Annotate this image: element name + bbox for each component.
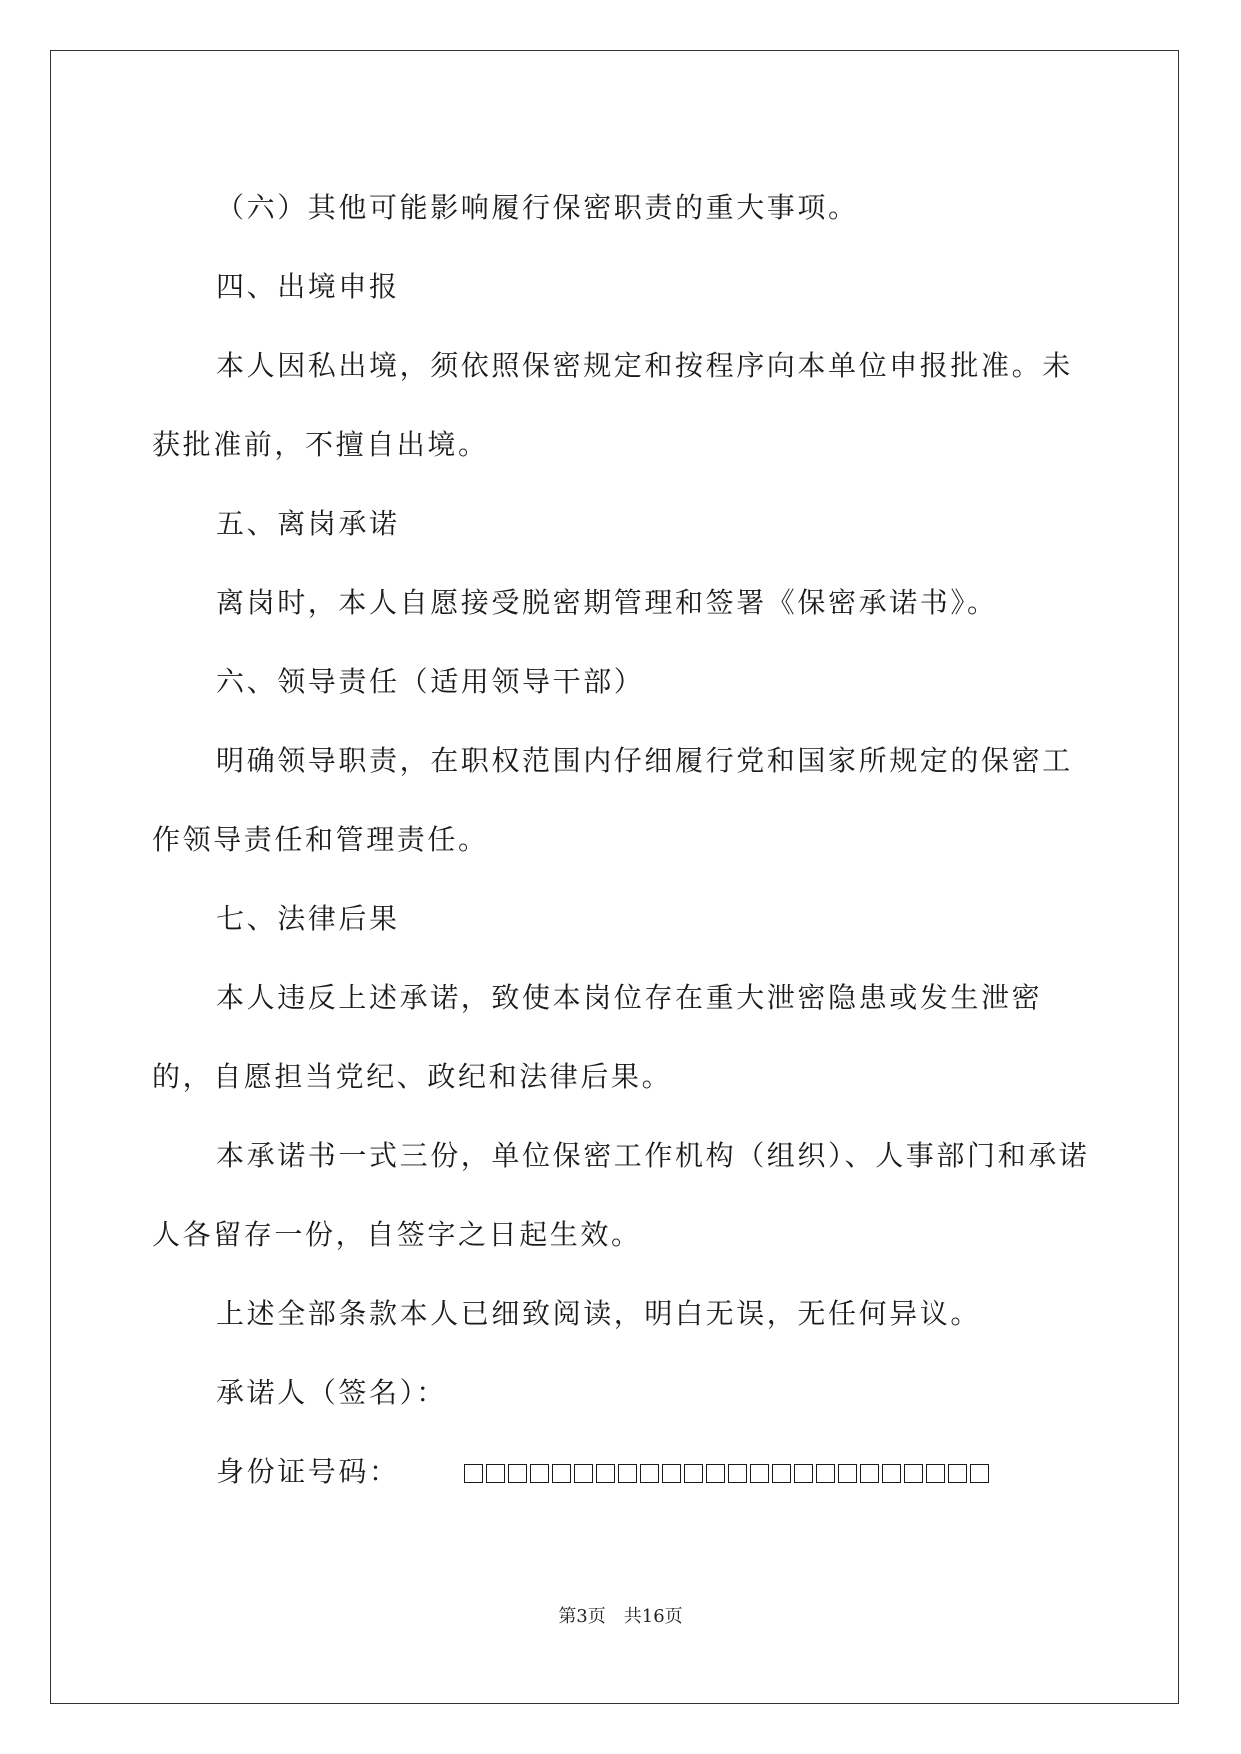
id-box: [706, 1464, 725, 1483]
id-box: [486, 1464, 505, 1483]
id-box: [926, 1464, 945, 1483]
id-box: [948, 1464, 967, 1483]
paragraph-acknowledgement: 上述全部条款本人已细致阅读，明白无误，无任何异议。: [216, 1297, 982, 1330]
id-box: [728, 1464, 747, 1483]
id-box: [596, 1464, 615, 1483]
paragraph-copies: 本承诺书一式三份，单位保密工作机构（组织）、人事部门和承诺人各留存一份，自签字之日起生效。: [152, 1139, 1090, 1251]
id-number-line: [152, 1432, 1092, 1511]
section-heading-legal: 七、法律后果: [216, 902, 400, 935]
id-box: [882, 1464, 901, 1483]
clause-6-item: （六）其他可能影响履行保密职责的重大事项。: [216, 191, 859, 224]
id-box: [464, 1464, 483, 1483]
section-heading-exit-declaration: 四、出境申报: [216, 270, 400, 303]
id-box: [772, 1464, 791, 1483]
id-box: [860, 1464, 879, 1483]
paragraph-legal: 本人违反上述承诺，致使本岗位存在重大泄密隐患或发生泄密的，自愿担当党纪、政纪和法律后果。: [152, 981, 1043, 1093]
id-box: [684, 1464, 703, 1483]
id-number-boxes: [400, 1432, 992, 1511]
id-box: [750, 1464, 769, 1483]
paragraph-exit-declaration: 本人因私出境，须依照保密规定和按程序向本单位申报批准。未获批准前，不擅自出境。: [152, 349, 1073, 461]
id-box: [574, 1464, 593, 1483]
id-box: [970, 1464, 989, 1483]
id-box: [662, 1464, 681, 1483]
signature-line: 承诺人（签名）：: [216, 1376, 447, 1409]
id-box: [508, 1464, 527, 1483]
id-box: [552, 1464, 571, 1483]
id-box: [816, 1464, 835, 1483]
page-footer: 第3页 共16页: [558, 1606, 683, 1627]
paragraph-leadership: 明确领导职责，在职权范围内仔细履行党和国家所规定的保密工作领导责任和管理责任。: [152, 744, 1073, 856]
id-box: [640, 1464, 659, 1483]
id-number-label: 身份证号码：: [216, 1455, 400, 1488]
id-box: [618, 1464, 637, 1483]
id-box: [838, 1464, 857, 1483]
id-box: [530, 1464, 549, 1483]
paragraph-departure: 离岗时，本人自愿接受脱密期管理和签署《保密承诺书》。: [216, 586, 998, 619]
section-heading-departure: 五、离岗承诺: [216, 507, 400, 540]
id-box: [794, 1464, 813, 1483]
id-box: [904, 1464, 923, 1483]
section-heading-leadership: 六、领导责任（适用领导干部）: [216, 665, 645, 698]
document-body: [152, 168, 1092, 1511]
